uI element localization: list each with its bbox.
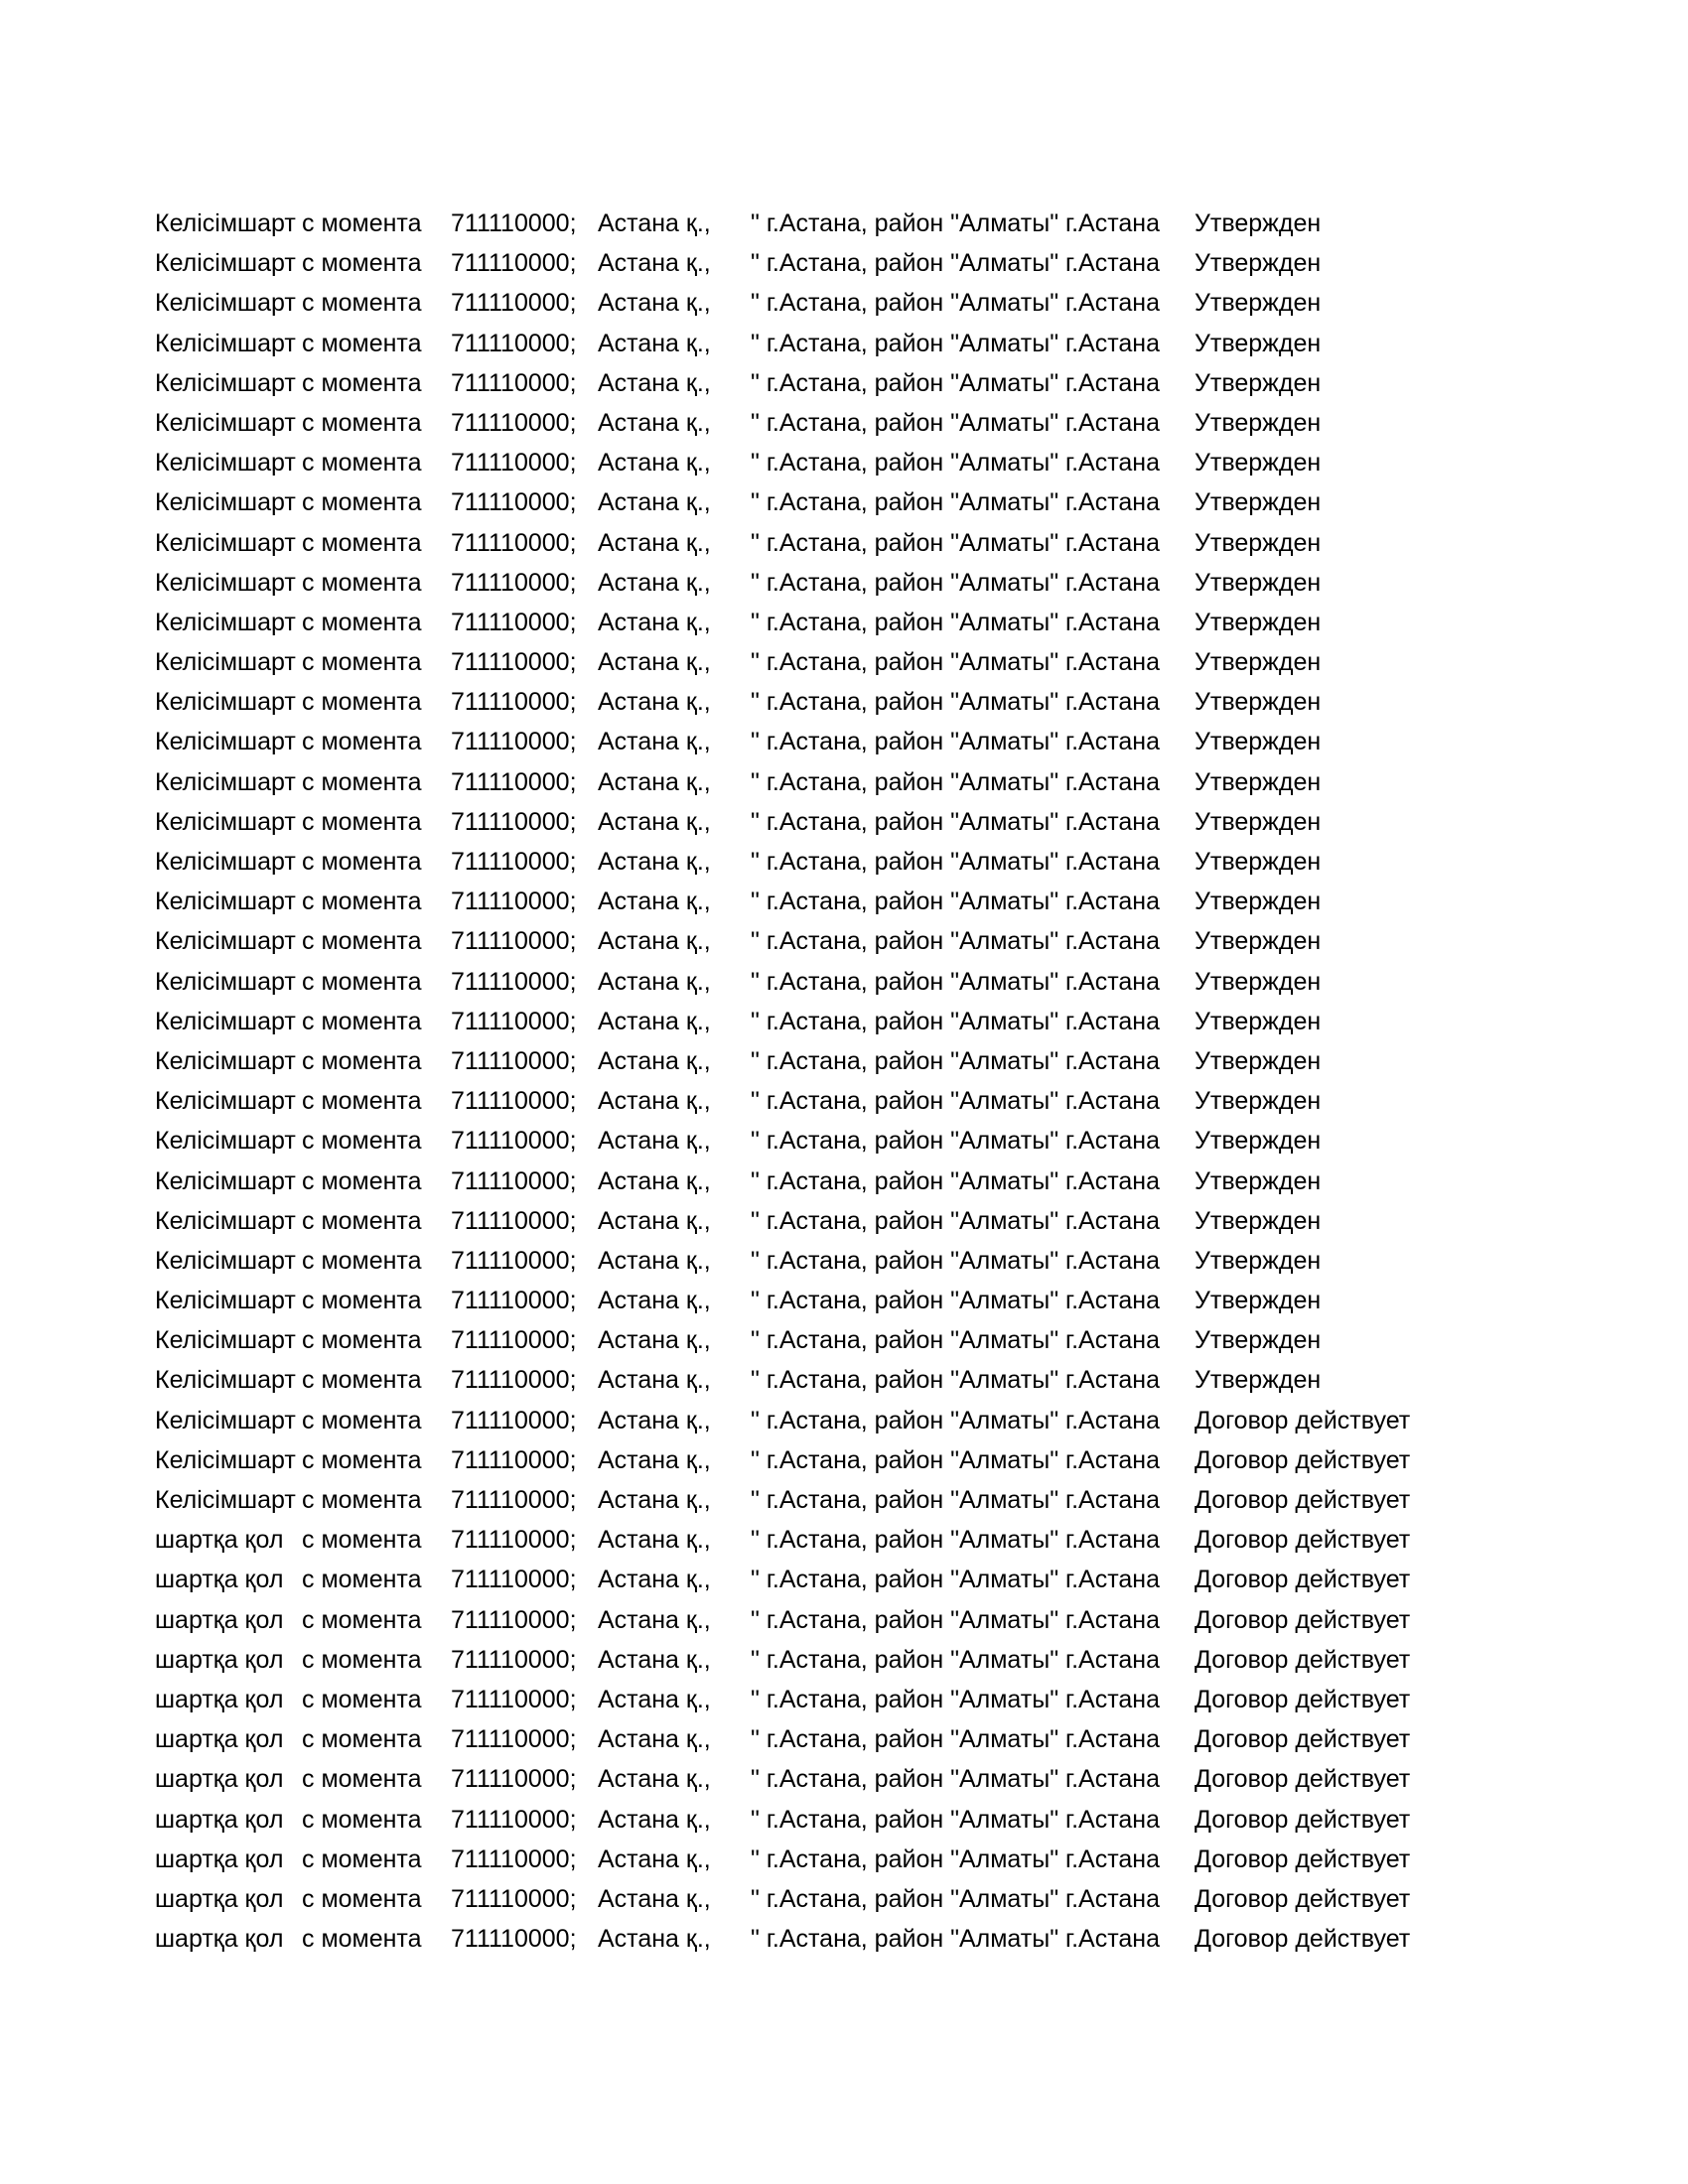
status-cell: Утвержден: [1195, 967, 1322, 996]
term-cell: с момента: [302, 767, 422, 796]
city-cell: Астана қ.,: [598, 887, 711, 916]
term-cell: с момента: [302, 807, 422, 836]
address-text: " г.Астана, район "Алматы" г.Астана: [751, 1605, 1160, 1634]
address-text: " г.Астана, район "Алматы" г.Астана: [751, 368, 1160, 397]
term-cell: с момента: [302, 449, 422, 478]
contract-type-cell: Келісімшарт: [155, 1166, 296, 1195]
term-cell: с момента: [302, 528, 422, 557]
address-text: " г.Астана, район "Алматы" г.Астана: [751, 408, 1160, 437]
term-cell: с момента: [302, 1685, 422, 1713]
city-cell: Астана қ.,: [598, 449, 711, 478]
code-cell: 711110000;: [451, 1366, 577, 1395]
contract-type-cell: Келісімшарт: [155, 1445, 296, 1474]
status-cell: Договор действует: [1195, 1526, 1411, 1555]
address-text: " г.Астана, район "Алматы" г.Астана: [751, 728, 1160, 756]
contract-type-cell: Келісімшарт: [155, 1127, 296, 1156]
status-cell: Утвержден: [1195, 1007, 1322, 1035]
address-text: " г.Астана, район "Алматы" г.Астана: [751, 927, 1160, 956]
address-text: " г.Астана, район "Алматы" г.Астана: [751, 1645, 1160, 1674]
address-text: " г.Астана, район "Алматы" г.Астана: [751, 1765, 1160, 1794]
contract-type-cell: Келісімшарт: [155, 887, 296, 916]
status-cell: Утвержден: [1195, 449, 1322, 478]
term-cell: с момента: [302, 1246, 422, 1275]
code-cell: 711110000;: [451, 1127, 577, 1156]
address-text: " г.Астана, район "Алматы" г.Астана: [751, 488, 1160, 517]
code-cell: 711110000;: [451, 1844, 577, 1873]
address-text: " г.Астана, район "Алматы" г.Астана: [751, 648, 1160, 677]
code-cell: 711110000;: [451, 1884, 577, 1913]
city-cell: Астана қ.,: [598, 1725, 711, 1754]
status-cell: Утвержден: [1195, 767, 1322, 796]
term-cell: с момента: [302, 329, 422, 357]
status-cell: Утвержден: [1195, 289, 1322, 318]
city-cell: Астана қ.,: [598, 488, 711, 517]
address-text: " г.Астана, район "Алматы" г.Астана: [751, 289, 1160, 318]
status-cell: Утвержден: [1195, 528, 1322, 557]
contract-type-cell: Келісімшарт: [155, 1326, 296, 1355]
city-cell: Астана қ.,: [598, 1246, 711, 1275]
address-text: " г.Астана, район "Алматы" г.Астана: [751, 1725, 1160, 1754]
address-text: " г.Астана, район "Алматы" г.Астана: [751, 1884, 1160, 1913]
code-cell: 711110000;: [451, 1206, 577, 1235]
city-cell: Астана қ.,: [598, 1445, 711, 1474]
city-cell: Астана қ.,: [598, 848, 711, 876]
city-cell: Астана қ.,: [598, 1805, 711, 1834]
code-cell: 711110000;: [451, 1326, 577, 1355]
city-cell: Астана қ.,: [598, 1046, 711, 1075]
contract-type-cell: Келісімшарт: [155, 608, 296, 636]
contract-type-cell: Келісімшарт: [155, 648, 296, 677]
address-text: " г.Астана, район "Алматы" г.Астана: [751, 1087, 1160, 1116]
contract-type-cell: Келісімшарт: [155, 1007, 296, 1035]
term-cell: с момента: [302, 1526, 422, 1555]
term-cell: с момента: [302, 1486, 422, 1514]
code-cell: 711110000;: [451, 1166, 577, 1195]
contract-type-cell: шартқа қол: [155, 1805, 284, 1834]
code-cell: 711110000;: [451, 1685, 577, 1713]
term-cell: с момента: [302, 1445, 422, 1474]
code-cell: 711110000;: [451, 1925, 577, 1954]
status-cell: Утвержден: [1195, 648, 1322, 677]
status-cell: Договор действует: [1195, 1406, 1411, 1434]
contract-type-cell: Келісімшарт: [155, 1287, 296, 1315]
term-cell: с момента: [302, 967, 422, 996]
term-cell: с момента: [302, 1366, 422, 1395]
code-cell: 711110000;: [451, 528, 577, 557]
status-cell: Утвержден: [1195, 848, 1322, 876]
code-cell: 711110000;: [451, 408, 577, 437]
city-cell: Астана қ.,: [598, 368, 711, 397]
term-cell: с момента: [302, 1406, 422, 1434]
term-cell: с момента: [302, 1127, 422, 1156]
address-text: " г.Астана, район "Алматы" г.Астана: [751, 1326, 1160, 1355]
term-cell: с момента: [302, 209, 422, 237]
term-cell: с момента: [302, 1645, 422, 1674]
code-cell: 711110000;: [451, 1445, 577, 1474]
address-text: " г.Астана, район "Алматы" г.Астана: [751, 209, 1160, 237]
address-text: " г.Астана, район "Алматы" г.Астана: [751, 1406, 1160, 1434]
code-cell: 711110000;: [451, 728, 577, 756]
status-cell: Договор действует: [1195, 1725, 1411, 1754]
city-cell: Астана қ.,: [598, 1925, 711, 1954]
term-cell: с момента: [302, 1087, 422, 1116]
term-cell: с момента: [302, 1166, 422, 1195]
contract-type-cell: шартқа қол: [155, 1844, 284, 1873]
contract-type-cell: Келісімшарт: [155, 807, 296, 836]
contract-type-cell: шартқа қол: [155, 1925, 284, 1954]
code-cell: 711110000;: [451, 1725, 577, 1754]
code-cell: 711110000;: [451, 967, 577, 996]
city-cell: Астана қ.,: [598, 209, 711, 237]
code-cell: 711110000;: [451, 568, 577, 597]
term-cell: с момента: [302, 1326, 422, 1355]
status-cell: Утвержден: [1195, 1166, 1322, 1195]
address-text: " г.Астана, район "Алматы" г.Астана: [751, 1925, 1160, 1954]
term-cell: с момента: [302, 608, 422, 636]
code-cell: 711110000;: [451, 368, 577, 397]
term-cell: с момента: [302, 488, 422, 517]
code-cell: 711110000;: [451, 1805, 577, 1834]
contract-type-cell: шартқа қол: [155, 1645, 284, 1674]
code-cell: 711110000;: [451, 209, 577, 237]
status-cell: Договор действует: [1195, 1765, 1411, 1794]
city-cell: Астана қ.,: [598, 688, 711, 717]
code-cell: 711110000;: [451, 848, 577, 876]
code-cell: 711110000;: [451, 1526, 577, 1555]
contract-type-cell: Келісімшарт: [155, 1246, 296, 1275]
city-cell: Астана қ.,: [598, 1406, 711, 1434]
term-cell: с момента: [302, 408, 422, 437]
status-cell: Утвержден: [1195, 608, 1322, 636]
code-cell: 711110000;: [451, 449, 577, 478]
contract-type-cell: Келісімшарт: [155, 1087, 296, 1116]
contract-type-cell: Келісімшарт: [155, 568, 296, 597]
address-text: " г.Астана, район "Алматы" г.Астана: [751, 1166, 1160, 1195]
city-cell: Астана қ.,: [598, 1087, 711, 1116]
status-cell: Утвержден: [1195, 887, 1322, 916]
code-cell: 711110000;: [451, 608, 577, 636]
status-cell: Утвержден: [1195, 1046, 1322, 1075]
term-cell: с момента: [302, 1206, 422, 1235]
address-text: " г.Астана, район "Алматы" г.Астана: [751, 1007, 1160, 1035]
term-cell: с момента: [302, 1605, 422, 1634]
code-cell: 711110000;: [451, 1605, 577, 1634]
term-cell: с момента: [302, 1765, 422, 1794]
city-cell: Астана қ.,: [598, 967, 711, 996]
city-cell: Астана қ.,: [598, 528, 711, 557]
city-cell: Астана қ.,: [598, 1287, 711, 1315]
city-cell: Астана қ.,: [598, 1366, 711, 1395]
status-cell: Договор действует: [1195, 1844, 1411, 1873]
address-text: " г.Астана, район "Алматы" г.Астана: [751, 1486, 1160, 1514]
address-text: " г.Астана, район "Алматы" г.Астана: [751, 1445, 1160, 1474]
term-cell: с момента: [302, 289, 422, 318]
address-text: " г.Астана, район "Алматы" г.Астана: [751, 329, 1160, 357]
city-cell: Астана қ.,: [598, 1566, 711, 1594]
contract-type-cell: шартқа қол: [155, 1725, 284, 1754]
contract-type-cell: шартқа қол: [155, 1884, 284, 1913]
address-text: " г.Астана, район "Алматы" г.Астана: [751, 1805, 1160, 1834]
city-cell: Астана қ.,: [598, 1685, 711, 1713]
code-cell: 711110000;: [451, 1287, 577, 1315]
address-text: " г.Астана, район "Алматы" г.Астана: [751, 1366, 1160, 1395]
city-cell: Астана қ.,: [598, 249, 711, 278]
city-cell: Астана қ.,: [598, 1007, 711, 1035]
address-text: " г.Астана, район "Алматы" г.Астана: [751, 688, 1160, 717]
term-cell: с момента: [302, 1046, 422, 1075]
contract-type-cell: Келісімшарт: [155, 927, 296, 956]
term-cell: с момента: [302, 848, 422, 876]
contract-type-cell: Келісімшарт: [155, 408, 296, 437]
status-cell: Утвержден: [1195, 1206, 1322, 1235]
term-cell: с момента: [302, 568, 422, 597]
term-cell: с момента: [302, 1007, 422, 1035]
city-cell: Астана қ.,: [598, 648, 711, 677]
status-cell: Утвержден: [1195, 249, 1322, 278]
status-cell: Утвержден: [1195, 1287, 1322, 1315]
term-cell: с момента: [302, 688, 422, 717]
code-cell: 711110000;: [451, 289, 577, 318]
status-cell: Договор действует: [1195, 1884, 1411, 1913]
city-cell: Астана қ.,: [598, 1326, 711, 1355]
city-cell: Астана қ.,: [598, 408, 711, 437]
contract-type-cell: шартқа қол: [155, 1685, 284, 1713]
code-cell: 711110000;: [451, 488, 577, 517]
city-cell: Астана қ.,: [598, 1206, 711, 1235]
contract-type-cell: Келісімшарт: [155, 209, 296, 237]
term-cell: с момента: [302, 887, 422, 916]
address-text: " г.Астана, район "Алматы" г.Астана: [751, 608, 1160, 636]
code-cell: 711110000;: [451, 767, 577, 796]
code-cell: 711110000;: [451, 1406, 577, 1434]
code-cell: 711110000;: [451, 329, 577, 357]
term-cell: с момента: [302, 1566, 422, 1594]
code-cell: 711110000;: [451, 1645, 577, 1674]
city-cell: Астана қ.,: [598, 1526, 711, 1555]
address-text: " г.Астана, район "Алматы" г.Астана: [751, 1844, 1160, 1873]
contract-type-cell: Келісімшарт: [155, 1366, 296, 1395]
city-cell: Астана қ.,: [598, 289, 711, 318]
term-cell: с момента: [302, 648, 422, 677]
code-cell: 711110000;: [451, 1087, 577, 1116]
address-text: " г.Астана, район "Алматы" г.Астана: [751, 1246, 1160, 1275]
address-text: " г.Астана, район "Алматы" г.Астана: [751, 887, 1160, 916]
contract-type-cell: Келісімшарт: [155, 728, 296, 756]
address-text: " г.Астана, район "Алматы" г.Астана: [751, 807, 1160, 836]
code-cell: 711110000;: [451, 1765, 577, 1794]
address-text: " г.Астана, район "Алматы" г.Астана: [751, 1206, 1160, 1235]
city-cell: Астана қ.,: [598, 807, 711, 836]
code-cell: 711110000;: [451, 887, 577, 916]
city-cell: Астана қ.,: [598, 1884, 711, 1913]
address-text: " г.Астана, район "Алматы" г.Астана: [751, 1287, 1160, 1315]
address-text: " г.Астана, район "Алматы" г.Астана: [751, 528, 1160, 557]
status-cell: Утвержден: [1195, 368, 1322, 397]
address-text: " г.Астана, район "Алматы" г.Астана: [751, 1566, 1160, 1594]
address-text: " г.Астана, район "Алматы" г.Астана: [751, 967, 1160, 996]
status-cell: Договор действует: [1195, 1486, 1411, 1514]
status-cell: Договор действует: [1195, 1445, 1411, 1474]
status-cell: Договор действует: [1195, 1645, 1411, 1674]
status-cell: Утвержден: [1195, 688, 1322, 717]
status-cell: Договор действует: [1195, 1605, 1411, 1634]
status-cell: Утвержден: [1195, 1087, 1322, 1116]
term-cell: с момента: [302, 1884, 422, 1913]
term-cell: с момента: [302, 1925, 422, 1954]
address-text: " г.Астана, район "Алматы" г.Астана: [751, 1685, 1160, 1713]
code-cell: 711110000;: [451, 1007, 577, 1035]
address-text: " г.Астана, район "Алматы" г.Астана: [751, 1046, 1160, 1075]
contract-type-cell: Келісімшарт: [155, 1406, 296, 1434]
status-cell: Договор действует: [1195, 1925, 1411, 1954]
term-cell: с момента: [302, 1844, 422, 1873]
city-cell: Астана қ.,: [598, 568, 711, 597]
status-cell: Договор действует: [1195, 1566, 1411, 1594]
city-cell: Астана қ.,: [598, 1127, 711, 1156]
contract-type-cell: Келісімшарт: [155, 249, 296, 278]
status-cell: Утвержден: [1195, 1366, 1322, 1395]
code-cell: 711110000;: [451, 688, 577, 717]
contract-type-cell: Келісімшарт: [155, 848, 296, 876]
status-cell: Утвержден: [1195, 329, 1322, 357]
contract-type-cell: Келісімшарт: [155, 688, 296, 717]
code-cell: 711110000;: [451, 1486, 577, 1514]
city-cell: Астана қ.,: [598, 329, 711, 357]
address-text: " г.Астана, район "Алматы" г.Астана: [751, 249, 1160, 278]
contract-type-cell: Келісімшарт: [155, 767, 296, 796]
city-cell: Астана қ.,: [598, 1844, 711, 1873]
address-text: " г.Астана, район "Алматы" г.Астана: [751, 767, 1160, 796]
city-cell: Астана қ.,: [598, 608, 711, 636]
status-cell: Утвержден: [1195, 927, 1322, 956]
term-cell: с момента: [302, 368, 422, 397]
city-cell: Астана қ.,: [598, 927, 711, 956]
status-cell: Утвержден: [1195, 568, 1322, 597]
code-cell: 711110000;: [451, 1046, 577, 1075]
code-cell: 711110000;: [451, 807, 577, 836]
address-text: " г.Астана, район "Алматы" г.Астана: [751, 848, 1160, 876]
code-cell: 711110000;: [451, 249, 577, 278]
term-cell: с момента: [302, 927, 422, 956]
contract-type-cell: Келісімшарт: [155, 368, 296, 397]
term-cell: с момента: [302, 249, 422, 278]
term-cell: с момента: [302, 728, 422, 756]
status-cell: Утвержден: [1195, 209, 1322, 237]
status-cell: Договор действует: [1195, 1805, 1411, 1834]
status-cell: Утвержден: [1195, 488, 1322, 517]
city-cell: Астана қ.,: [598, 728, 711, 756]
address-text: " г.Астана, район "Алматы" г.Астана: [751, 1127, 1160, 1156]
contract-type-cell: шартқа қол: [155, 1605, 284, 1634]
contract-type-cell: Келісімшарт: [155, 1046, 296, 1075]
contract-type-cell: Келісімшарт: [155, 1486, 296, 1514]
status-cell: Утвержден: [1195, 408, 1322, 437]
status-cell: Утвержден: [1195, 1246, 1322, 1275]
contract-type-cell: шартқа қол: [155, 1566, 284, 1594]
contract-type-cell: Келісімшарт: [155, 449, 296, 478]
term-cell: с момента: [302, 1287, 422, 1315]
contract-type-cell: Келісімшарт: [155, 488, 296, 517]
contract-type-cell: шартқа қол: [155, 1765, 284, 1794]
contract-type-cell: Келісімшарт: [155, 528, 296, 557]
code-cell: 711110000;: [451, 1566, 577, 1594]
address-text: " г.Астана, район "Алматы" г.Астана: [751, 449, 1160, 478]
term-cell: с момента: [302, 1805, 422, 1834]
status-cell: Утвержден: [1195, 1326, 1322, 1355]
city-cell: Астана қ.,: [598, 1645, 711, 1674]
city-cell: Астана қ.,: [598, 1765, 711, 1794]
status-cell: Утвержден: [1195, 807, 1322, 836]
city-cell: Астана қ.,: [598, 1166, 711, 1195]
contract-type-cell: Келісімшарт: [155, 967, 296, 996]
contract-type-cell: Келісімшарт: [155, 329, 296, 357]
address-text: " г.Астана, район "Алматы" г.Астана: [751, 568, 1160, 597]
code-cell: 711110000;: [451, 927, 577, 956]
city-cell: Астана қ.,: [598, 767, 711, 796]
contract-type-cell: шартқа қол: [155, 1526, 284, 1555]
code-cell: 711110000;: [451, 1246, 577, 1275]
status-cell: Договор действует: [1195, 1685, 1411, 1713]
city-cell: Астана қ.,: [598, 1605, 711, 1634]
code-cell: 711110000;: [451, 648, 577, 677]
term-cell: с момента: [302, 1725, 422, 1754]
status-cell: Утвержден: [1195, 728, 1322, 756]
status-cell: Утвержден: [1195, 1127, 1322, 1156]
address-text: " г.Астана, район "Алматы" г.Астана: [751, 1526, 1160, 1555]
city-cell: Астана қ.,: [598, 1486, 711, 1514]
contract-type-cell: Келісімшарт: [155, 1206, 296, 1235]
contract-type-cell: Келісімшарт: [155, 289, 296, 318]
